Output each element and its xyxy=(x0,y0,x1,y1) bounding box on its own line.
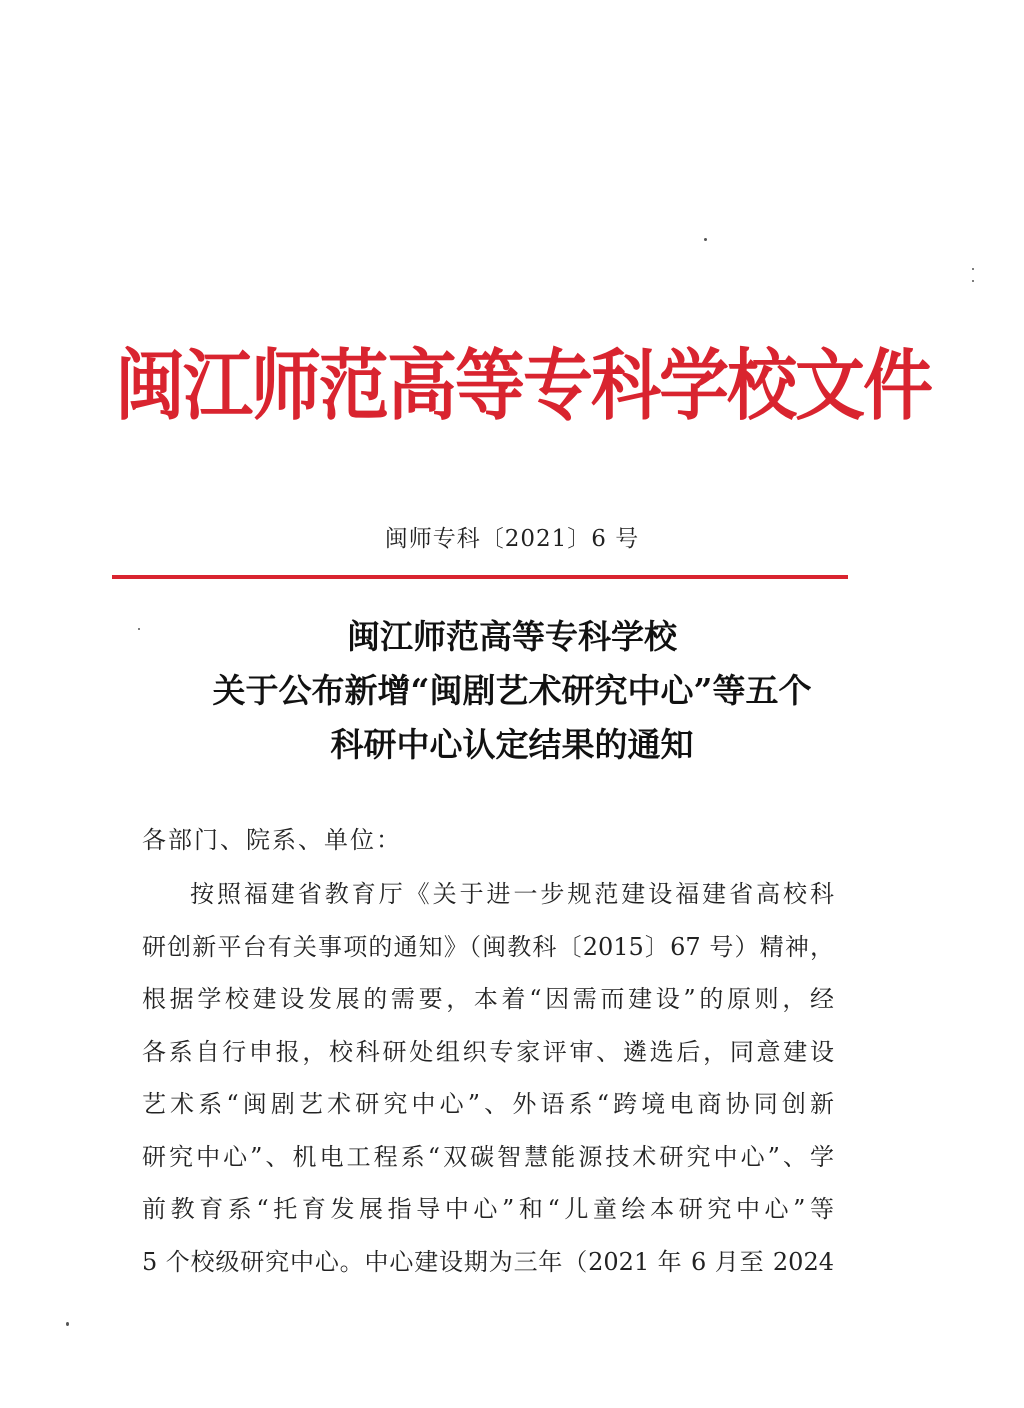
scan-speck xyxy=(66,1322,69,1326)
body-line: 根据学校建设发展的需要，本着“因需而建设”的原则，经 xyxy=(142,985,834,1013)
body-line: 艺术系“闽剧艺术研究中心”、外语系“跨境电商协同创新 xyxy=(142,1090,834,1118)
body-line: 5 个校级研究中心。中心建设期为三年（2021 年 6 月至 2024 xyxy=(142,1247,834,1276)
scan-speck xyxy=(704,238,707,241)
body-line: 前教育系“托育发展指导中心”和“儿童绘本研究中心”等 xyxy=(142,1195,834,1223)
notice-title-line: 科研中心认定结果的通知 xyxy=(330,725,694,764)
body-line: 各系自行申报，校科研处组织专家评审、遴选后，同意建设 xyxy=(142,1037,834,1066)
body-paragraph xyxy=(142,868,834,1288)
scan-speck xyxy=(972,280,974,282)
body-line: 研究中心”、机电工程系“双碳智慧能源技术研究中心”、学 xyxy=(142,1142,834,1171)
red-header-title: 闽江师范高等专科学校文件 xyxy=(115,339,931,432)
scan-speck xyxy=(972,268,974,270)
notice-title-line: 闽江师范高等专科学校 xyxy=(347,617,677,656)
red-divider-rule xyxy=(112,575,848,579)
notice-title-line: 关于公布新增“闽剧艺术研究中心”等五个 xyxy=(212,671,812,710)
notice-title xyxy=(0,610,1024,772)
document-number: 闽师专科〔2021〕6 号 xyxy=(384,526,640,552)
body-line: 按照福建省教育厅《关于进一步规范建设福建省高校科 xyxy=(190,880,834,908)
body-line: 研创新平台有关事项的通知》（闽教科〔2015〕67 号）精神， xyxy=(142,932,834,961)
salutation: 各部门、院系、单位： xyxy=(142,826,402,854)
